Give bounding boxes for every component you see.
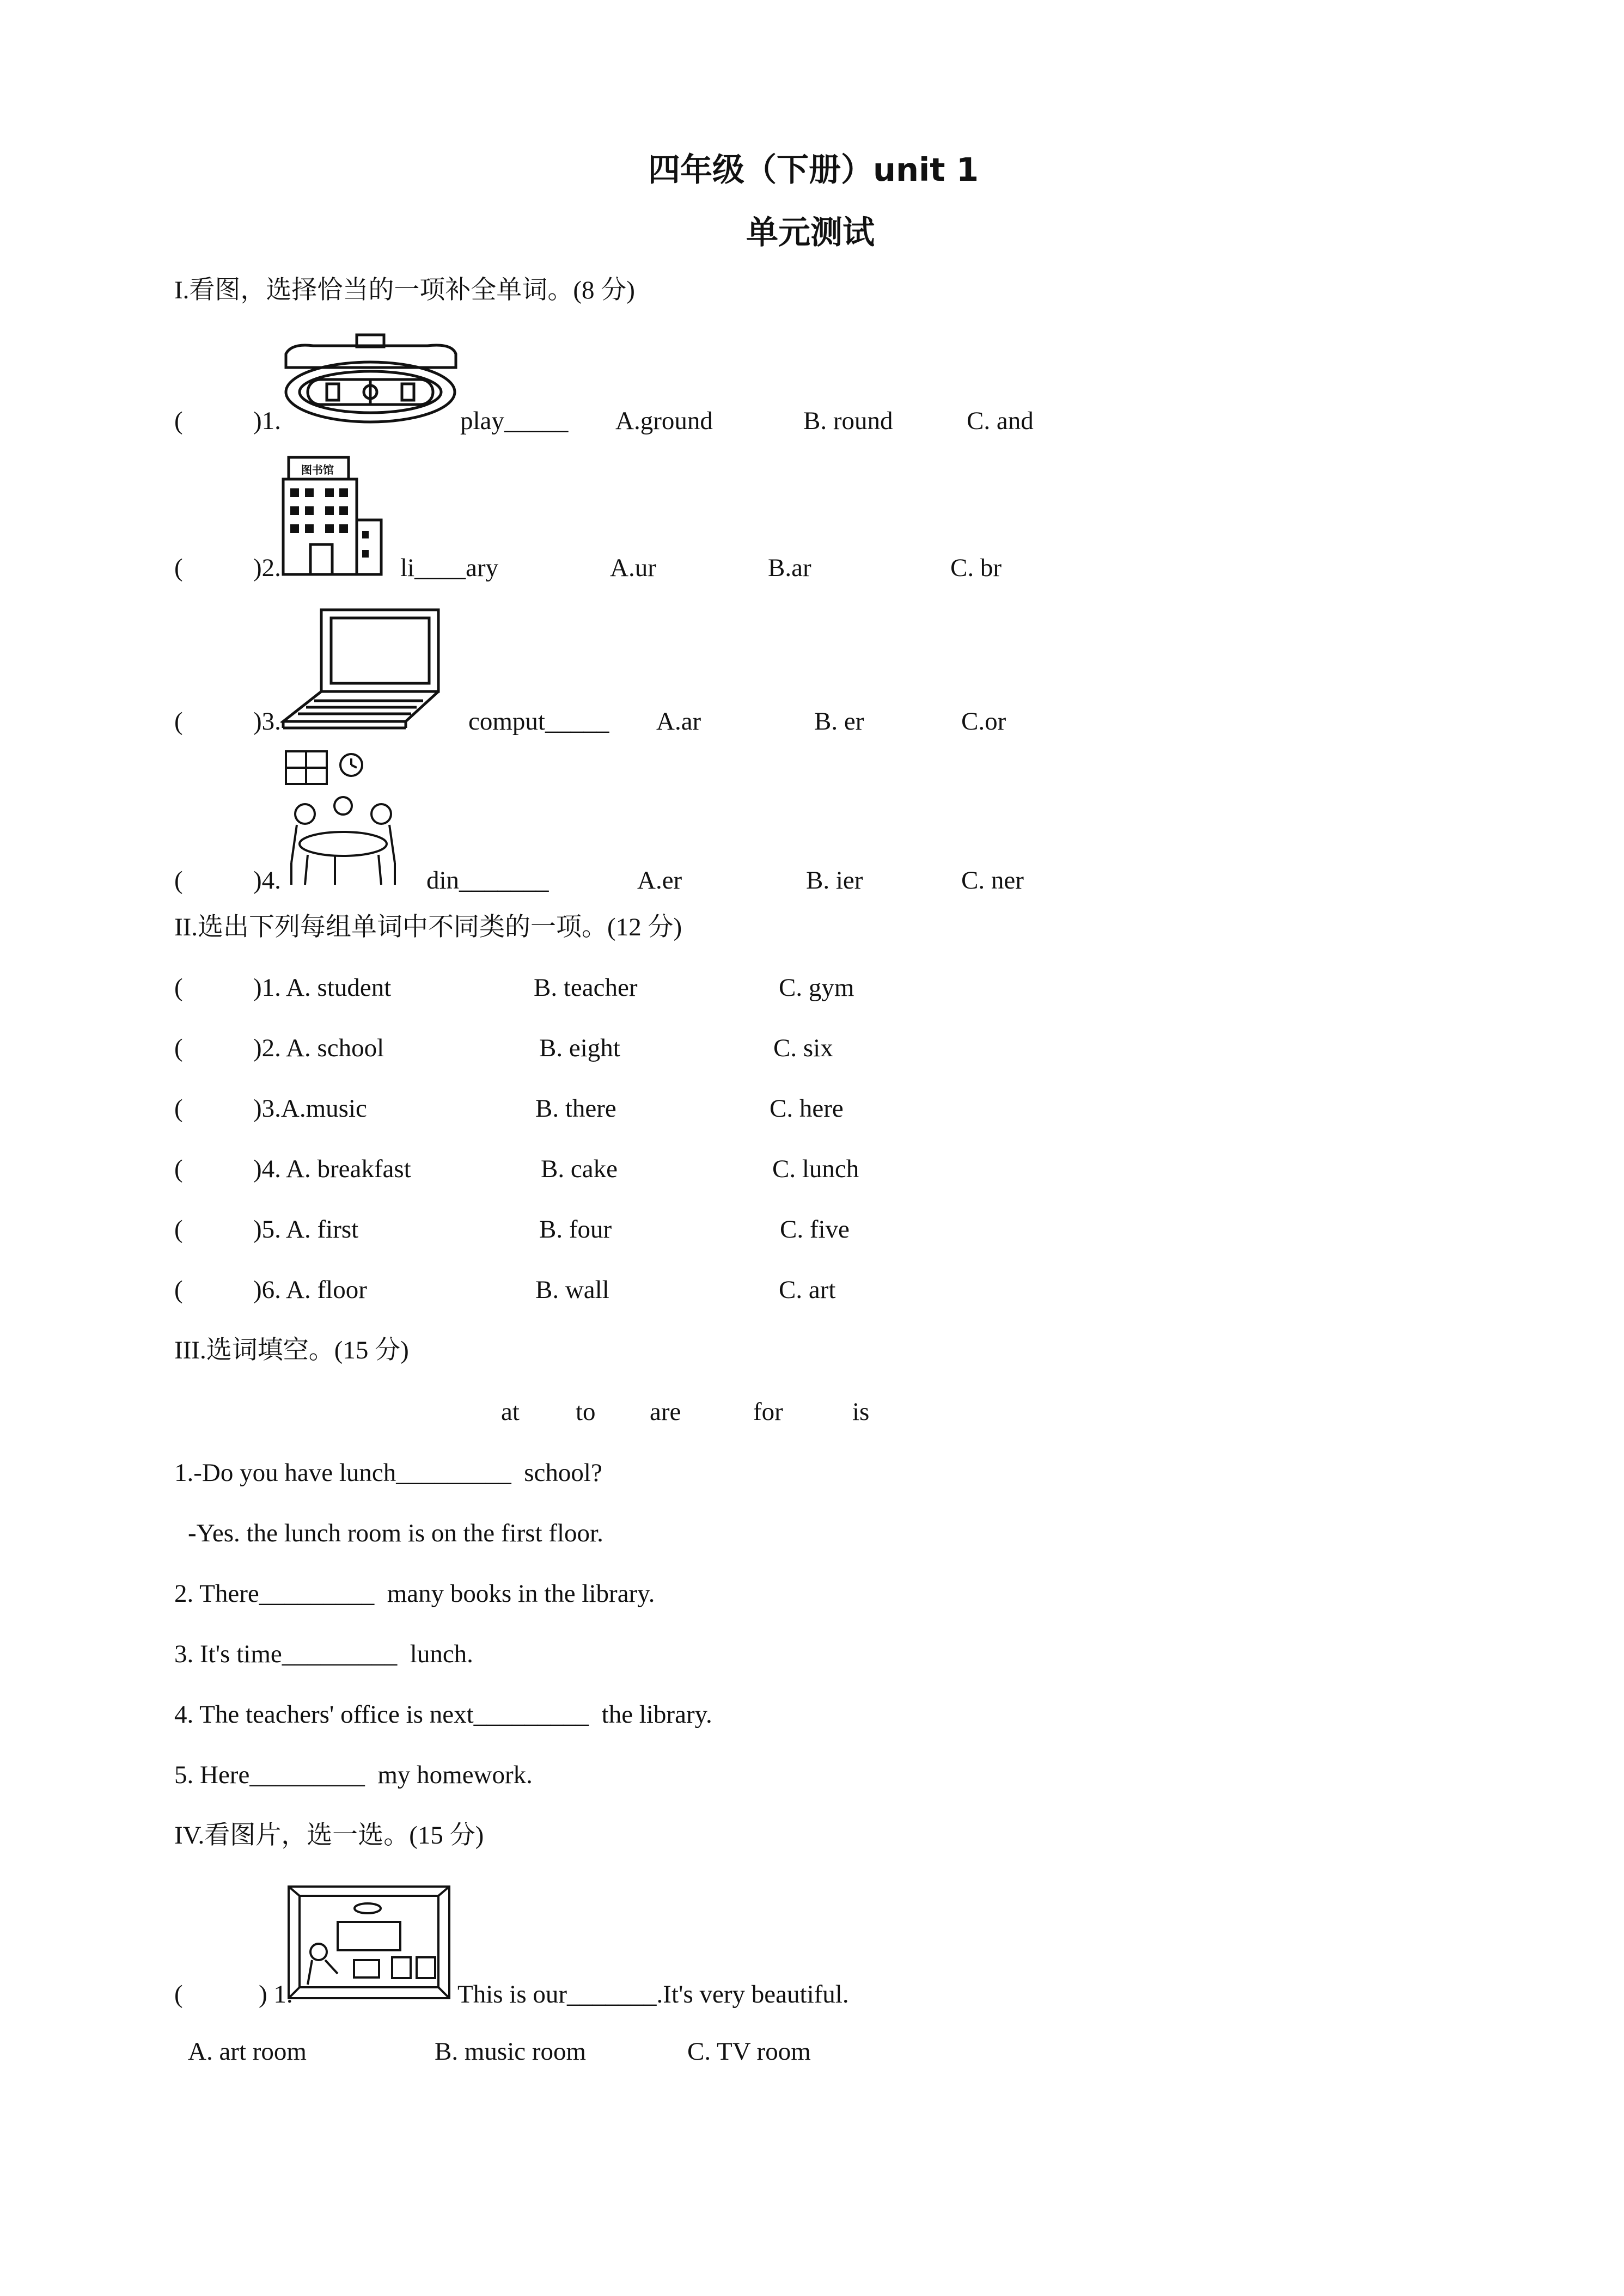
word-bank-for: for: [753, 1398, 783, 1426]
s1-q4-word: din_______: [426, 866, 549, 895]
s2-q1-option-b[interactable]: B. teacher: [534, 973, 638, 1002]
s1-q1-option-b[interactable]: B. round: [803, 407, 893, 435]
section-4-heading: IV.看图片，选一选。(15 分): [174, 1821, 484, 1850]
s2-q2-paren: (: [174, 1034, 183, 1062]
page-subtitle: 单元测试: [746, 213, 875, 251]
page-title: 四年级（下册）unit 1: [648, 151, 979, 188]
classroom-icon: [286, 1884, 452, 2001]
s4-q1-number: ) 1.: [259, 1980, 293, 2009]
s1-q4-paren: (: [174, 866, 183, 895]
s2-q4-option-a[interactable]: )4. A. breakfast: [253, 1155, 411, 1183]
s4-q1-option-b[interactable]: B. music room: [435, 2037, 587, 2066]
s2-q6-option-a[interactable]: )6. A. floor: [253, 1276, 367, 1304]
s3-item2-text: 2. There_________ many books in the library.: [174, 1579, 655, 1608]
s1-q2-word: li____ary: [400, 554, 499, 582]
laptop-icon: [280, 607, 444, 732]
s1-q1-paren: (: [174, 407, 183, 435]
s2-q4-paren: (: [174, 1155, 183, 1183]
word-bank-is: is: [852, 1398, 870, 1426]
s2-q1-option-c[interactable]: C. gym: [779, 973, 854, 1002]
library-icon: [280, 455, 384, 577]
s3-item3-text: 3. It's time_________ lunch.: [174, 1640, 473, 1668]
s3-item1-blank[interactable]: _________: [396, 1459, 511, 1487]
s3-item1-answer-line: -Yes. the lunch room is on the first floor.: [188, 1519, 603, 1547]
word-bank-at: at: [501, 1398, 520, 1426]
section-1-heading: I.看图，选择恰当的一项补全单词。(8 分): [174, 276, 635, 304]
s2-q4-option-b[interactable]: B. cake: [541, 1155, 618, 1183]
s2-q5-option-c[interactable]: C. five: [780, 1215, 850, 1244]
s1-q3-option-c[interactable]: C.or: [961, 707, 1006, 736]
s2-q6-option-b[interactable]: B. wall: [535, 1276, 609, 1304]
s3-item2-blank[interactable]: _________: [259, 1579, 375, 1608]
s2-q3-paren: (: [174, 1094, 183, 1123]
s4-q1-option-a[interactable]: A. art room: [188, 2037, 307, 2066]
s2-q6-option-c[interactable]: C. art: [779, 1276, 836, 1304]
s4-q1-text: This is our_______.It's very beautiful.: [457, 1980, 849, 2009]
s3-item4-blank[interactable]: _________: [473, 1700, 589, 1729]
dinner-table-icon: [280, 749, 406, 890]
s1-q3-word: comput_____: [468, 707, 609, 736]
s1-q3-option-a[interactable]: A.ar: [656, 707, 701, 736]
s3-item3-blank[interactable]: _________: [282, 1640, 398, 1668]
s1-q1-option-c[interactable]: C. and: [967, 407, 1034, 435]
s2-q4-option-c[interactable]: C. lunch: [772, 1155, 859, 1183]
s4-q1-option-c[interactable]: C. TV room: [687, 2037, 811, 2066]
s1-q2-number: )2.: [253, 554, 281, 582]
s1-q3-number: )3.: [253, 707, 281, 736]
s2-q5-paren: (: [174, 1215, 183, 1244]
s2-q1-paren: (: [174, 973, 183, 1002]
s1-q4-option-c[interactable]: C. ner: [961, 866, 1024, 895]
s2-q3-option-a[interactable]: )3.A.music: [253, 1094, 367, 1123]
s3-item5-text: 5. Here_________ my homework.: [174, 1761, 533, 1789]
s1-q4-option-a[interactable]: A.er: [637, 866, 682, 895]
playground-icon: [280, 329, 460, 433]
section-3-heading: III.选词填空。(15 分): [174, 1336, 409, 1364]
s1-q1-word: play_____: [460, 407, 569, 435]
word-bank-are: are: [650, 1398, 681, 1426]
s1-q3-paren: (: [174, 707, 183, 736]
s1-q3-option-b[interactable]: B. er: [814, 707, 864, 736]
s2-q5-option-b[interactable]: B. four: [539, 1215, 612, 1244]
s1-q1-number: )1.: [253, 407, 281, 435]
section-2-heading: II.选出下列每组单词中不同类的一项。(12 分): [174, 913, 682, 941]
s3-item5-blank[interactable]: _________: [249, 1761, 365, 1789]
s1-q4-number: )4.: [253, 866, 281, 895]
s1-q2-option-a[interactable]: A.ur: [610, 554, 656, 582]
s2-q2-option-a[interactable]: )2. A. school: [253, 1034, 384, 1062]
s3-item1-text: 1.-Do you have lunch_________ school?: [174, 1459, 602, 1487]
s3-item4-text: 4. The teachers' office is next_________ the library.: [174, 1700, 712, 1729]
s2-q1-option-a[interactable]: )1. A. student: [253, 973, 392, 1002]
s1-q1-option-a[interactable]: A.ground: [615, 407, 713, 435]
s2-q2-option-c[interactable]: C. six: [773, 1034, 833, 1062]
s4-q1-paren: (: [174, 1980, 183, 2009]
word-bank-to: to: [576, 1398, 596, 1426]
s2-q2-option-b[interactable]: B. eight: [539, 1034, 620, 1062]
s2-q3-option-c[interactable]: C. here: [770, 1094, 844, 1123]
s1-q2-paren: (: [174, 554, 183, 582]
library-sign-text: 图书馆: [301, 463, 334, 476]
s2-q5-option-a[interactable]: )5. A. first: [253, 1215, 359, 1244]
s1-q4-option-b[interactable]: B. ier: [806, 866, 863, 895]
s2-q3-option-b[interactable]: B. there: [535, 1094, 616, 1123]
s2-q6-paren: (: [174, 1276, 183, 1304]
s1-q2-option-c[interactable]: C. br: [950, 554, 1002, 582]
s1-q2-option-b[interactable]: B.ar: [768, 554, 811, 582]
